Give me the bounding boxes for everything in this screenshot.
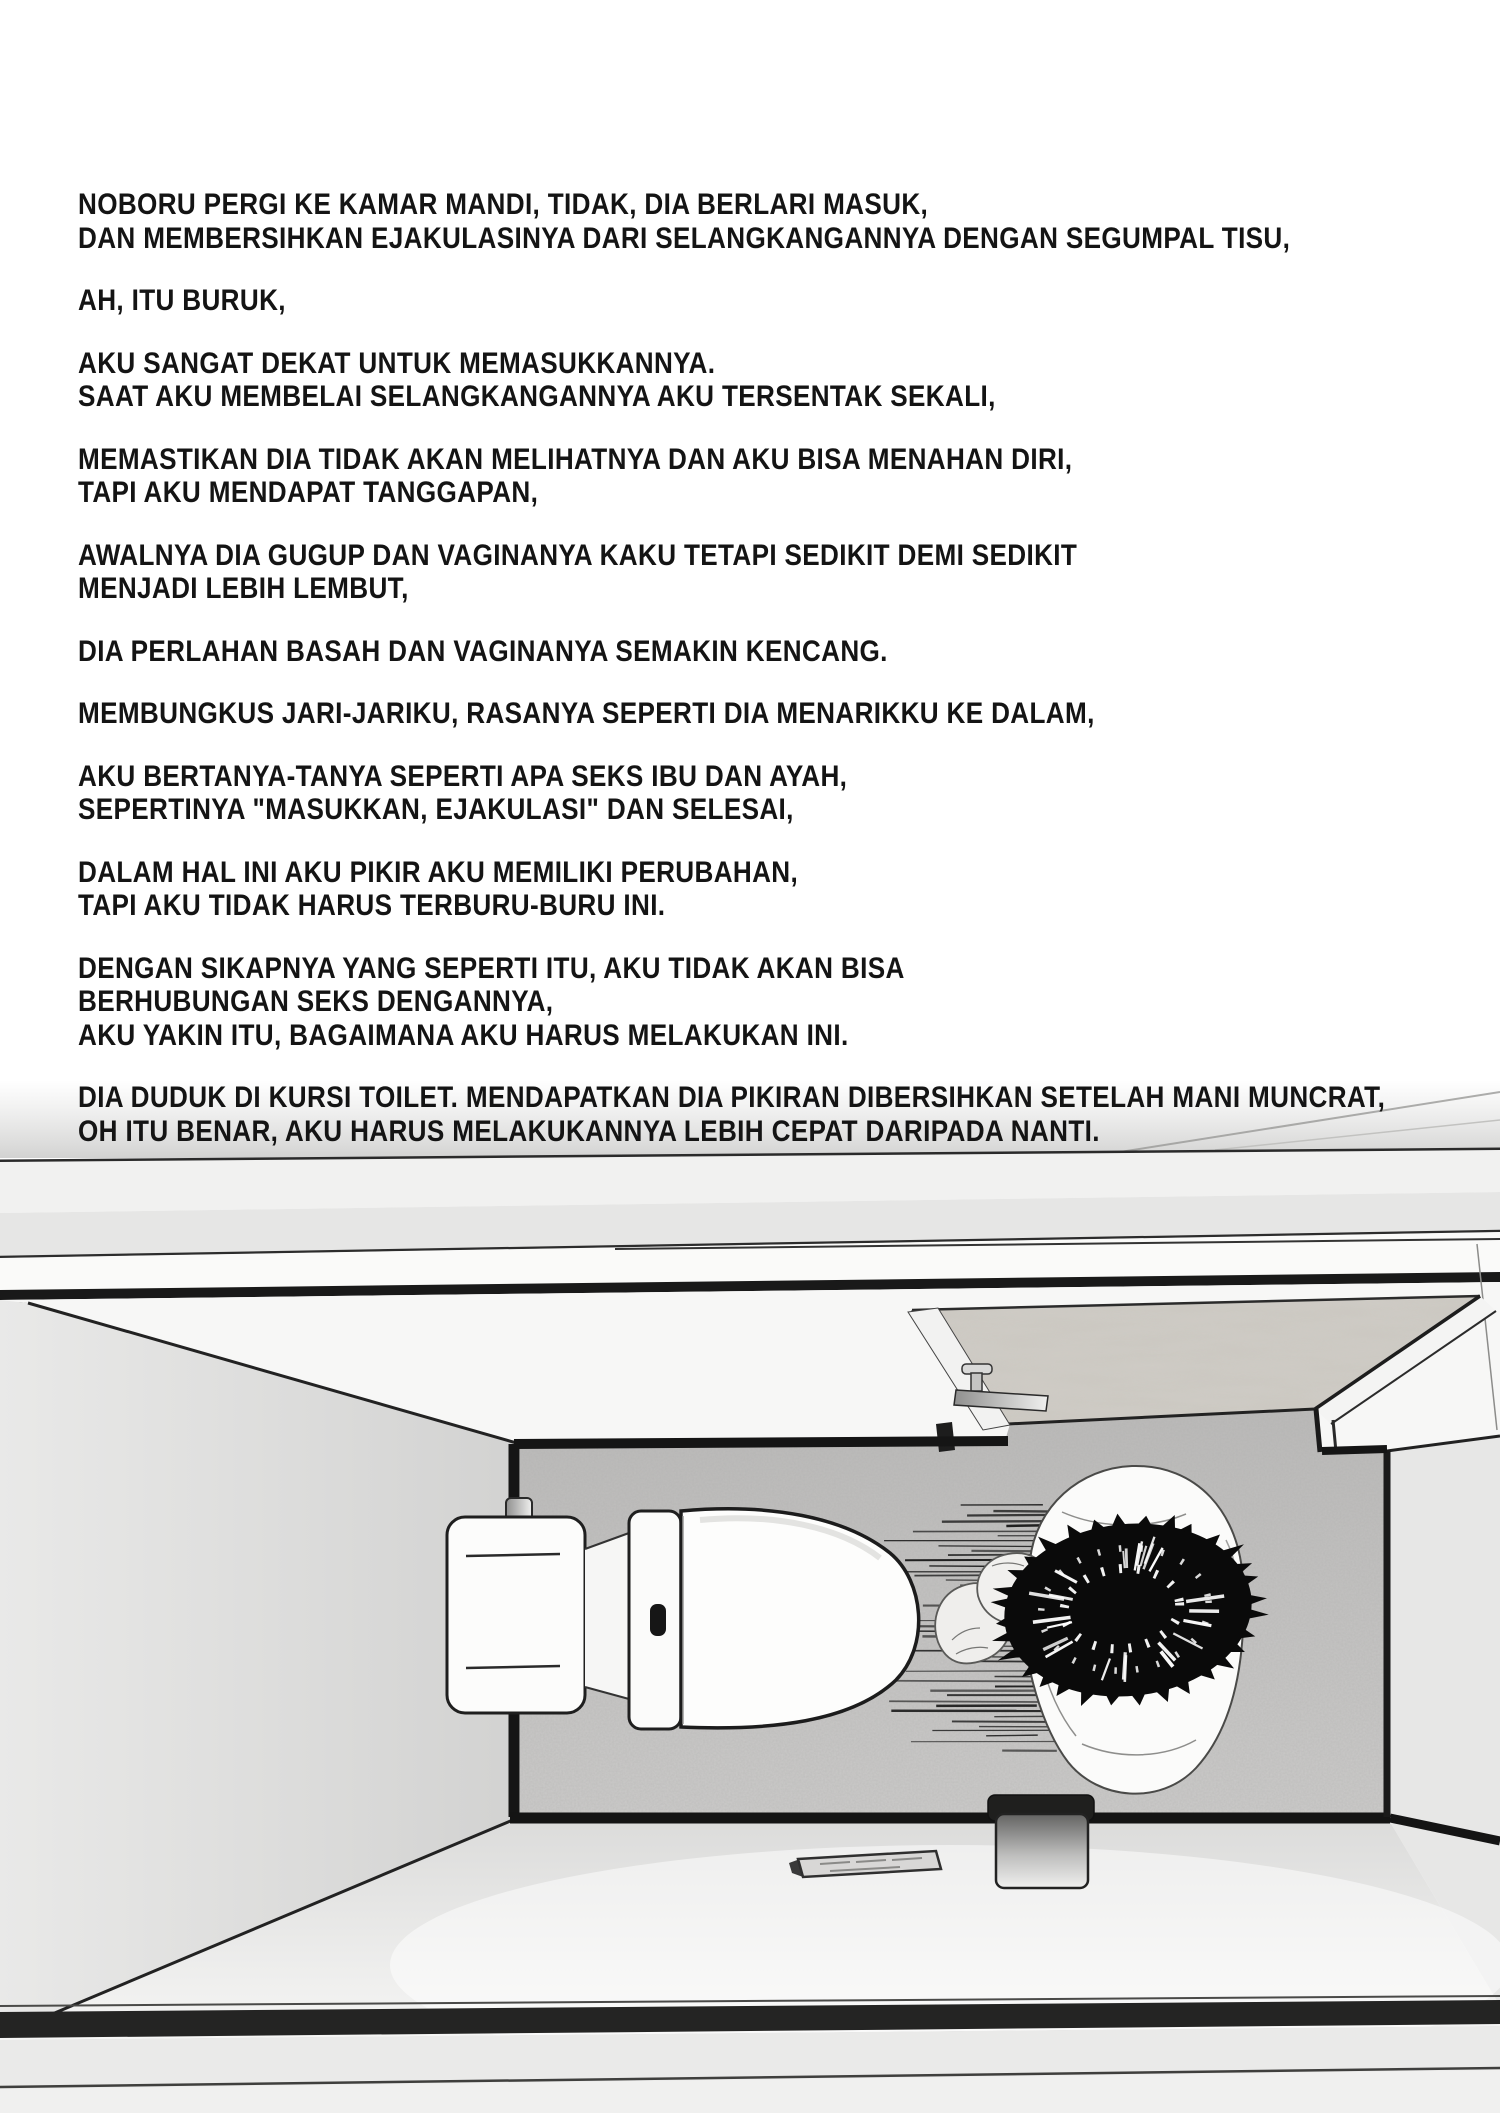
- narration-line: NOBORU PERGI KE KAMAR MANDI, TIDAK, DIA BERLARI MASUK,: [78, 188, 929, 221]
- narration-line: MEMBUNGKUS JARI-JARIKU, RASANYA SEPERTI DIA MENARIKKU KE DALAM,: [78, 697, 1095, 730]
- narration-text: [78, 188, 1500, 1177]
- narration-line: DALAM HAL INI AKU PIKIR AKU MEMILIKI PERUBAHAN,: [78, 855, 799, 889]
- narration-line: OH ITU BENAR, AKU HARUS MELAKUKANNYA LEBIH CEPAT DARIPADA NANTI.: [78, 1114, 1100, 1148]
- toilet-tank: [447, 1517, 585, 1713]
- narration-line: TAPI AKU MENDAPAT TANGGAPAN,: [78, 476, 539, 509]
- toilet: [447, 1498, 919, 1729]
- narration-line: MENJADI LEBIH LEMBUT,: [78, 572, 409, 605]
- lower-page-band: [0, 2026, 1500, 2113]
- narration-line: DIA DUDUK DI KURSI TOILET. MENDAPATKAN DIA PIKIRAN DIBERSIHKAN SETELAH MANI MUNCRAT,: [78, 1081, 1386, 1114]
- narration-line: SAAT AKU MEMBELAI SELANGKANGANNYA AKU TERSENTAK SEKALI,: [78, 380, 996, 413]
- narration-line: AWALNYA DIA GUGUP DAN VAGINANYA KAKU TETAPI SEDIKIT DEMI SEDIKIT: [78, 538, 1078, 572]
- narration-line: BERHUBUNGAN SEKS DENGANNYA,: [78, 985, 554, 1018]
- narration-line: SEPERTINYA "MASUKKAN, EJAKULASI" DAN SELESAI,: [78, 793, 794, 826]
- narration-line: DIA PERLAHAN BASAH DAN VAGINANYA SEMAKIN KENCANG.: [78, 634, 888, 668]
- bathroom-illustration: [0, 1040, 1500, 2113]
- narration-line: MEMASTIKAN DIA TIDAK AKAN MELIHATNYA DAN AKU BISA MENAHAN DIRI,: [78, 442, 1073, 476]
- narration-line: TAPI AKU TIDAK HARUS TERBURU-BURU INI.: [78, 889, 666, 922]
- narration-line: AKU SANGAT DEKAT UNTUK MEMASUKKANNYA.: [78, 346, 716, 380]
- toilet-lid: [629, 1511, 681, 1729]
- narration-line: DAN MEMBERSIHKAN EJAKULASINYA DARI SELANGKANGANNYA DENGAN SEGUMPAL TISU,: [78, 221, 1291, 255]
- toilet-connector: [585, 1533, 629, 1699]
- narration-line: AKU YAKIN ITU, BAGAIMANA AKU HARUS MELAKUKAN INI.: [78, 1018, 849, 1052]
- narration-line: AKU BERTANYA-TANYA SEPERTI APA SEKS IBU DAN AYAH,: [78, 759, 848, 793]
- lid-hinge-slot: [650, 1604, 666, 1636]
- narration-line: AH, ITU BURUK,: [78, 284, 286, 317]
- trash-bin: [988, 1795, 1094, 1888]
- narration-line: DENGAN SIKAPNYA YANG SEPERTI ITU, AKU TIDAK AKAN BISA: [78, 951, 905, 985]
